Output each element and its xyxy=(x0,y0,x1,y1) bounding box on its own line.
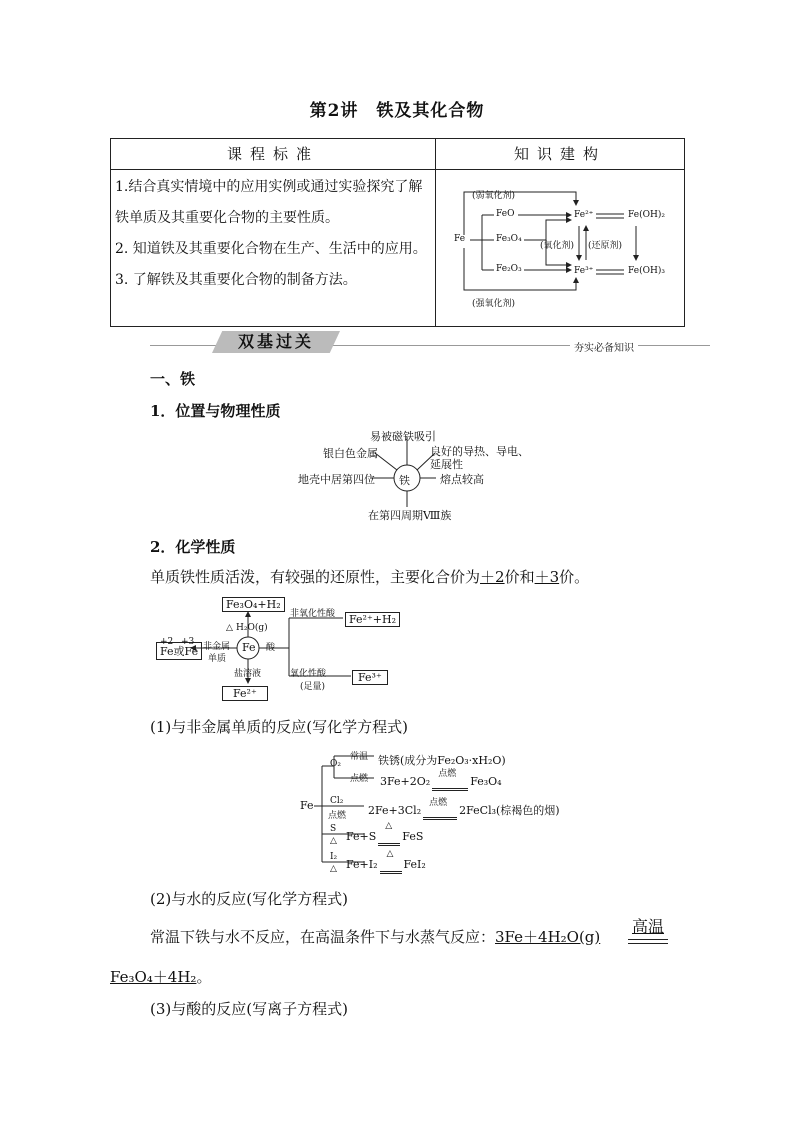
fe3plus-node: Fe³⁺ xyxy=(574,266,594,276)
fe2o3-node: Fe₂O₃ xyxy=(496,264,522,274)
rust-product: 铁锈(成分为Fe₂O₃·xH₂O) xyxy=(378,754,506,767)
eq-fe-cl2: 2Fe+3Cl₂ 点燃 2FeCl₃(棕褐色的烟) xyxy=(368,802,560,820)
fe2plus-node: Fe²⁺ xyxy=(574,210,594,220)
standards-list xyxy=(111,170,436,327)
prop-crust: 地壳中居第四位 xyxy=(298,473,375,486)
header-course-standard: 课程标准 xyxy=(111,139,436,170)
water-eq-right-line: Fe₃O₄＋4H₂。 xyxy=(110,968,212,986)
water-reaction-text: 常温下铁与水不反应，在高温条件下与水蒸气反应：3Fe＋4H₂O(g) xyxy=(150,928,601,946)
ox-acid-label: 氧化性酸 xyxy=(290,669,327,679)
product-fe3-box: Fe³⁺ xyxy=(352,670,388,685)
section-heading: 一、铁 xyxy=(150,370,196,388)
eq-fe-o2: 3Fe+2O₂ 点燃 Fe₃O₄ xyxy=(380,775,502,791)
delta-cond-2: △ xyxy=(330,864,337,874)
i2-reagent: I₂ xyxy=(330,852,338,862)
h2o-condition: H₂O(g) xyxy=(236,623,268,633)
water-condition: 高温 xyxy=(628,914,668,944)
delta-cond: △ xyxy=(330,836,337,846)
knowledge-diagram-cell xyxy=(436,170,685,327)
header-knowledge-map: 知识建构 xyxy=(436,139,685,170)
charge-plus3: +3 xyxy=(181,637,195,647)
subsection-heading: 1．位置与物理性质 xyxy=(150,402,281,420)
o2-reagent: O₂ xyxy=(330,759,341,769)
standard-item: 1.结合真实情境中的应用实例或通过实验探究了解铁单质及其重要化合物的主要性质。 xyxy=(115,179,423,226)
standards-table xyxy=(110,138,685,327)
fe3o4-node: Fe₃O₄ xyxy=(496,234,522,244)
nonmetal-condition: 非金属 xyxy=(203,642,231,652)
prop-ductile: 延展性 xyxy=(430,458,463,471)
reductant-label: (还原剂) xyxy=(588,241,623,251)
reaction-heading-acid: (3)与酸的反应(写离子方程式) xyxy=(150,1000,348,1018)
product-fe2-h2-box: Fe²⁺+H₂ xyxy=(345,612,400,627)
feoh2-node: Fe(OH)₂ xyxy=(628,210,665,220)
nonox-acid-label: 非氧化性酸 xyxy=(290,609,336,619)
iron-center: 铁 xyxy=(399,474,410,487)
fe-node: Fe xyxy=(454,234,466,244)
prop-magnetic: 易被磁铁吸引 xyxy=(370,430,436,443)
water-eq-left: 3Fe＋4H₂O(g) xyxy=(495,928,601,946)
fe-center: Fe xyxy=(242,641,256,654)
product-fe-left-box: Fe或Fe xyxy=(156,642,202,660)
prop-period: 在第四周期Ⅷ族 xyxy=(368,509,452,522)
fe-root: Fe xyxy=(300,799,314,812)
equals-sign xyxy=(628,939,668,944)
cl2-reagent: Cl₂ xyxy=(330,796,344,806)
product-fe2-box: Fe²⁺ xyxy=(222,686,268,701)
water-eq-right: Fe₃O₄＋4H₂ xyxy=(110,968,197,986)
feoh3-node: Fe(OH)₃ xyxy=(628,266,665,276)
banner-subtitle: 夯实必备知识 xyxy=(570,339,638,354)
prop-color: 银白色金属 xyxy=(323,447,378,460)
eq-fe-i2: Fe+I₂ △ FeI₂ xyxy=(346,858,426,874)
nonmetal-condition-2: 单质 xyxy=(208,654,227,664)
strong-oxidant-label: (强氧化剂) xyxy=(472,299,516,309)
s-reagent: S xyxy=(330,824,337,834)
reaction-heading-water: (2)与水的反应(写化学方程式) xyxy=(150,890,348,908)
answer-valence-3: ＋3 xyxy=(534,568,560,586)
standard-item: 2. 知道铁及其重要化合物在生产、生活中的应用。 xyxy=(115,241,427,257)
product-fe3o4-box: Fe₃O₄+H₂ xyxy=(222,597,285,612)
oxidant-label: (氧化剂) xyxy=(540,241,575,251)
answer-valence-2: ＋2 xyxy=(480,568,505,586)
salt-solution-label: 盐溶液 xyxy=(234,669,262,679)
subsection-heading: 2．化学性质 xyxy=(150,538,236,556)
chemical-intro: 单质铁性质活泼，有较强的还原性，主要化合价为＋2价和＋3价。 xyxy=(150,568,590,586)
prop-conductive: 良好的导热、导电、 xyxy=(430,445,529,458)
charge-plus2: +2 xyxy=(160,637,174,647)
acid-label: 酸 xyxy=(266,643,276,653)
standard-item: 3. 了解铁及其重要化合物的制备方法。 xyxy=(115,272,357,288)
delta-condition: △ xyxy=(226,623,233,633)
weak-oxidant-label: (弱氧化剂) xyxy=(472,191,516,201)
eq-fe-s: Fe+S △ FeS xyxy=(346,830,423,846)
feo-node: FeO xyxy=(496,209,515,219)
room-temp-cond: 常温 xyxy=(350,752,369,762)
banner-title: 双基过关 xyxy=(237,332,314,351)
reaction-heading-nonmetal: (1)与非金属单质的反应(写化学方程式) xyxy=(150,718,408,736)
prop-melting: 熔点较高 xyxy=(440,473,484,486)
excess-label: (足量) xyxy=(300,682,326,692)
ignite-cond: 点燃 xyxy=(350,774,369,784)
page-title: 第2讲 铁及其化合物 xyxy=(309,101,485,121)
ignite-cond-2: 点燃 xyxy=(328,811,347,821)
